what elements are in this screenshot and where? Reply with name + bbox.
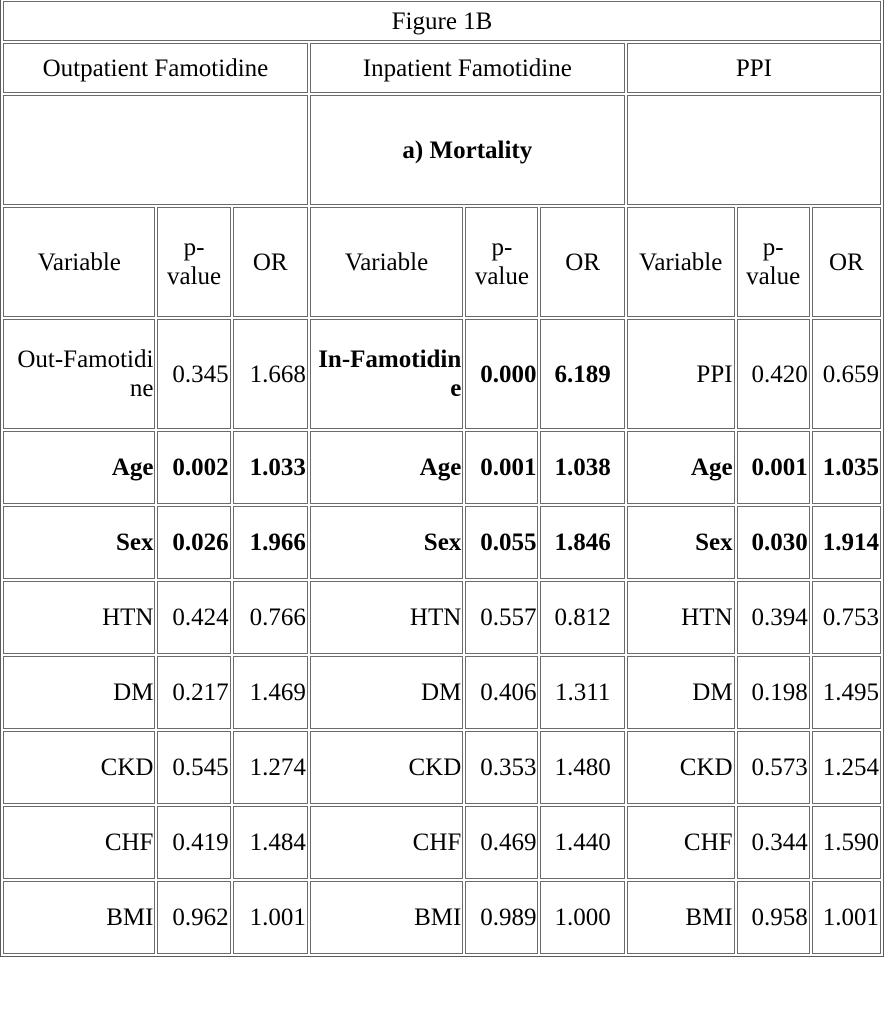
out-or-cell: 1.033: [233, 431, 308, 504]
ppi-variable-cell: Sex: [627, 506, 735, 579]
header-or: OR: [233, 207, 308, 317]
ppi-or-cell: 1.914: [812, 506, 881, 579]
inp-or-cell: 0.812: [540, 581, 624, 654]
ppi-or-cell: 1.035: [812, 431, 881, 504]
section-title: a) Mortality: [310, 95, 625, 205]
inp-or-cell: 1.038: [540, 431, 624, 504]
inp-variable-cell: CHF: [310, 806, 463, 879]
ppi-variable-cell: CHF: [627, 806, 735, 879]
header-variable: Variable: [627, 207, 735, 317]
out-or-cell: 1.484: [233, 806, 308, 879]
ppi-pvalue-cell: 0.958: [737, 881, 810, 954]
inp-pvalue-cell: 0.469: [465, 806, 538, 879]
ppi-variable-cell: DM: [627, 656, 735, 729]
out-variable-cell: Sex: [3, 506, 155, 579]
inp-variable-cell: Age: [310, 431, 463, 504]
table-row: [3, 731, 881, 804]
group-ppi: PPI: [627, 43, 881, 93]
header-pvalue: p-value: [465, 207, 538, 317]
out-or-cell: 1.469: [233, 656, 308, 729]
out-pvalue-cell: 0.217: [157, 656, 230, 729]
ppi-or-cell: 1.254: [812, 731, 881, 804]
ppi-or-cell: 0.659: [812, 319, 881, 429]
out-pvalue-cell: 0.345: [157, 319, 230, 429]
inp-pvalue-cell: 0.989: [465, 881, 538, 954]
group-outpatient-famotidine: Outpatient Famotidine: [3, 43, 308, 93]
out-or-cell: 1.966: [233, 506, 308, 579]
inp-or-cell: 1.480: [540, 731, 624, 804]
out-variable-cell: HTN: [3, 581, 155, 654]
inp-variable-cell: DM: [310, 656, 463, 729]
header-or: OR: [540, 207, 624, 317]
header-or: OR: [812, 207, 881, 317]
out-variable-cell: DM: [3, 656, 155, 729]
ppi-pvalue-cell: 0.420: [737, 319, 810, 429]
inp-variable-cell: In-Famotidine: [310, 319, 463, 429]
inp-pvalue-cell: 0.557: [465, 581, 538, 654]
inp-variable-cell: BMI: [310, 881, 463, 954]
table-row: [3, 506, 881, 579]
out-or-cell: 0.766: [233, 581, 308, 654]
header-pvalue: p-value: [157, 207, 230, 317]
out-variable-cell: Out-Famotidine: [3, 319, 155, 429]
table-row: [3, 581, 881, 654]
ppi-or-cell: 1.590: [812, 806, 881, 879]
inp-or-cell: 1.000: [540, 881, 624, 954]
ppi-or-cell: 1.001: [812, 881, 881, 954]
ppi-pvalue-cell: 0.344: [737, 806, 810, 879]
ppi-pvalue-cell: 0.001: [737, 431, 810, 504]
out-variable-cell: CHF: [3, 806, 155, 879]
ppi-variable-cell: Age: [627, 431, 735, 504]
inp-pvalue-cell: 0.406: [465, 656, 538, 729]
inp-pvalue-cell: 0.001: [465, 431, 538, 504]
out-pvalue-cell: 0.424: [157, 581, 230, 654]
out-or-cell: 1.274: [233, 731, 308, 804]
out-pvalue-cell: 0.545: [157, 731, 230, 804]
out-pvalue-cell: 0.962: [157, 881, 230, 954]
table-row: [3, 319, 881, 429]
inp-or-cell: 1.440: [540, 806, 624, 879]
ppi-variable-cell: CKD: [627, 731, 735, 804]
ppi-or-cell: 0.753: [812, 581, 881, 654]
inp-or-cell: 1.311: [540, 656, 624, 729]
table-row: [3, 656, 881, 729]
inp-pvalue-cell: 0.353: [465, 731, 538, 804]
table-row: [3, 431, 881, 504]
header-variable: Variable: [310, 207, 463, 317]
out-or-cell: 1.668: [233, 319, 308, 429]
ppi-pvalue-cell: 0.198: [737, 656, 810, 729]
ppi-variable-cell: HTN: [627, 581, 735, 654]
ppi-pvalue-cell: 0.573: [737, 731, 810, 804]
out-pvalue-cell: 0.026: [157, 506, 230, 579]
section-empty-left: [3, 95, 308, 205]
ppi-pvalue-cell: 0.394: [737, 581, 810, 654]
inp-variable-cell: Sex: [310, 506, 463, 579]
out-variable-cell: Age: [3, 431, 155, 504]
ppi-variable-cell: PPI: [627, 319, 735, 429]
header-variable: Variable: [3, 207, 155, 317]
inp-pvalue-cell: 0.000: [465, 319, 538, 429]
ppi-or-cell: 1.495: [812, 656, 881, 729]
out-or-cell: 1.001: [233, 881, 308, 954]
ppi-pvalue-cell: 0.030: [737, 506, 810, 579]
inp-or-cell: 1.846: [540, 506, 624, 579]
group-inpatient-famotidine: Inpatient Famotidine: [310, 43, 625, 93]
inp-pvalue-cell: 0.055: [465, 506, 538, 579]
inp-variable-cell: CKD: [310, 731, 463, 804]
out-variable-cell: CKD: [3, 731, 155, 804]
out-pvalue-cell: 0.419: [157, 806, 230, 879]
out-pvalue-cell: 0.002: [157, 431, 230, 504]
out-variable-cell: BMI: [3, 881, 155, 954]
table-row: [3, 806, 881, 879]
ppi-variable-cell: BMI: [627, 881, 735, 954]
inp-or-cell: 6.189: [540, 319, 624, 429]
header-pvalue: p-value: [737, 207, 810, 317]
table-row: [3, 881, 881, 954]
figure-title: Figure 1B: [3, 1, 881, 41]
inp-variable-cell: HTN: [310, 581, 463, 654]
section-empty-right: [627, 95, 881, 205]
